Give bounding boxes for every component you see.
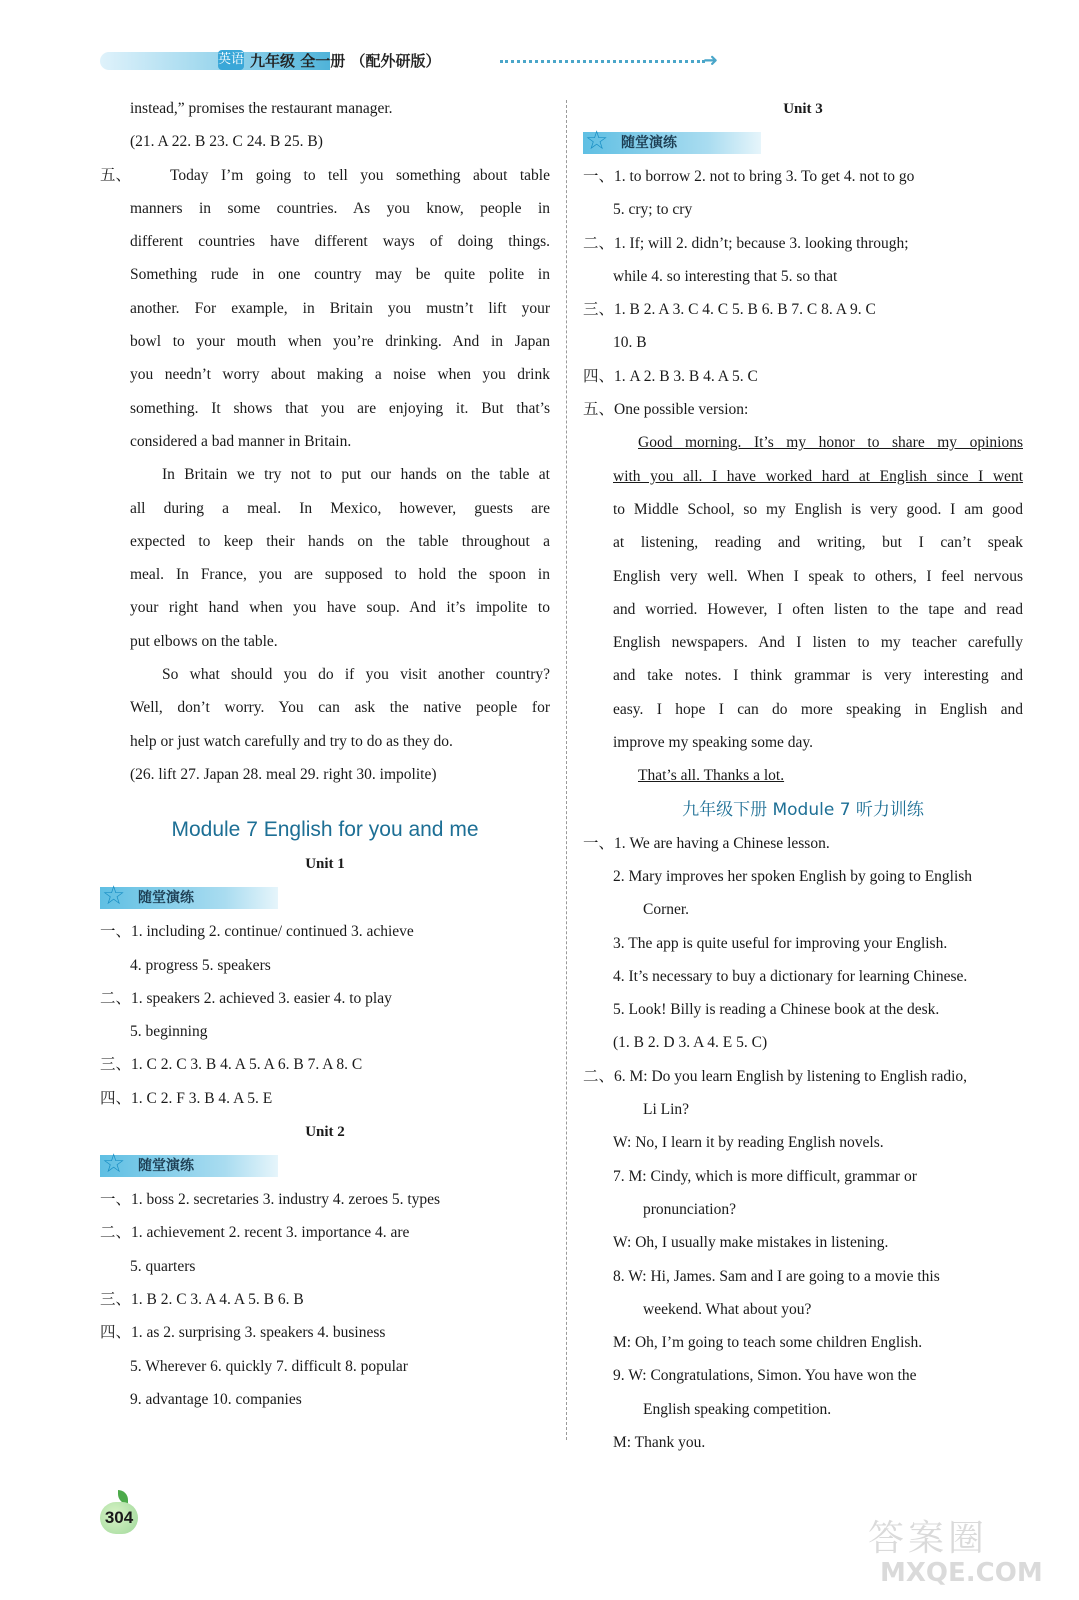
text-line: 二、6. M: Do you learn English by listening to English radio, bbox=[583, 1067, 968, 1085]
text-line: 5. Look! Billy is reading a Chinese book at the desk. bbox=[613, 1001, 940, 1019]
text-line bbox=[583, 759, 1023, 792]
text-line: In Britain we try not to put our hands on the table at bbox=[162, 466, 550, 484]
answer-line: (26. lift 27. Japan 28. meal 29. right 30. impolite) bbox=[130, 765, 437, 783]
right-column bbox=[583, 92, 1023, 1459]
answer-line: (1. B 2. D 3. A 4. E 5. C) bbox=[613, 1034, 768, 1052]
text-line: 7. M: Cindy, which is more difficult, grammar or bbox=[613, 1167, 917, 1185]
answer-line: 四、1. A 2. B 3. B 4. A 5. C bbox=[583, 367, 758, 385]
subject-badge: 英语 bbox=[218, 50, 244, 70]
underlined-text: That’s all. Thanks a lot. bbox=[638, 767, 785, 785]
text-line: Today I’m going to tell you something about table bbox=[170, 166, 550, 184]
practice-label: 随堂演练 bbox=[138, 890, 194, 907]
left-column bbox=[100, 92, 550, 1416]
text-line: all during a meal. In Mexico, however, guests are bbox=[130, 499, 550, 517]
answer-line: 5. quarters bbox=[130, 1257, 196, 1275]
text-line: pronunciation? bbox=[643, 1200, 736, 1218]
text-line: bowl to your mouth when you’re drinking. And in Japan bbox=[130, 333, 550, 351]
text-line: something. It shows that you are enjoying it. But that’s bbox=[130, 399, 550, 417]
answer-line: 三、1. B 2. A 3. C 4. C 5. B 6. B 7. C 8. A 9. C bbox=[583, 301, 876, 319]
text-line: manners in some countries. As you know, people in bbox=[130, 199, 550, 217]
practice-banner bbox=[583, 128, 1023, 158]
text-line: English speaking competition. bbox=[643, 1400, 832, 1418]
answer-line: while 4. so interesting that 5. so that bbox=[613, 267, 838, 285]
header-title: 九年级 全一册 （配外研版） bbox=[250, 52, 441, 70]
text-line: 3. The app is quite useful for improving your English. bbox=[613, 934, 948, 952]
text-line: weekend. What about you? bbox=[643, 1300, 812, 1318]
watermark-logo bbox=[868, 1510, 1068, 1596]
essay-first-line bbox=[100, 159, 550, 192]
answer-line: 四、1. C 2. F 3. B 4. A 5. E bbox=[100, 1089, 273, 1107]
answer-line: 10. B bbox=[613, 334, 647, 352]
section-label: 五、 bbox=[100, 166, 132, 184]
answer-line: 四、1. as 2. surprising 3. speakers 4. business bbox=[100, 1324, 386, 1342]
header-dotted-line bbox=[500, 60, 705, 63]
watermark-url: MXQE.COM bbox=[880, 1558, 1043, 1588]
text-line: 2. Mary improves her spoken English by going to English bbox=[613, 867, 973, 885]
text-line: 8. W: Hi, James. Sam and I are going to a movie this bbox=[613, 1267, 940, 1285]
text-line: W: Oh, I usually make mistakes in listening. bbox=[613, 1234, 889, 1252]
page-number: 304 bbox=[100, 1502, 138, 1534]
text-line: meal. In France, you are supposed to hold the spoon in bbox=[130, 566, 550, 584]
text-line: put elbows on the table. bbox=[130, 632, 278, 650]
text-line: another. For example, in Britain you mustn’t lift your bbox=[130, 299, 550, 317]
text-line: easy. I hope I can do more speaking in English and bbox=[613, 700, 1023, 718]
answer-line: (21. A 22. B 23. C 24. B 25. B) bbox=[130, 133, 323, 151]
answer-line: 5. cry; to cry bbox=[613, 201, 693, 219]
practice-label: 随堂演练 bbox=[138, 1158, 194, 1175]
star-icon: ☆ bbox=[585, 126, 609, 155]
practice-label: 随堂演练 bbox=[621, 135, 677, 151]
answer-line: 五、One possible version: bbox=[583, 401, 749, 419]
arrow-right-icon: ➜ bbox=[703, 50, 719, 70]
text-line: M: Thank you. bbox=[613, 1433, 706, 1451]
practice-banner bbox=[100, 1151, 550, 1181]
answer-line: 二、1. speakers 2. achieved 3. easier 4. to play bbox=[100, 989, 392, 1007]
text-line: instead,” promises the restaurant manager. bbox=[130, 100, 393, 117]
text-line: you needn’t worry about making a noise when you drink bbox=[130, 366, 550, 384]
text-line: Something rude in one country may be quite polite in bbox=[130, 266, 550, 284]
unit-title: Unit 1 bbox=[305, 856, 345, 873]
text-line: 9. W: Congratulations, Simon. You have won the bbox=[613, 1367, 917, 1385]
text-line: Corner. bbox=[643, 901, 690, 919]
practice-banner bbox=[100, 883, 550, 913]
answer-line: 三、1. B 2. C 3. A 4. A 5. B 6. B bbox=[100, 1290, 304, 1308]
answer-line: 二、1. If; will 2. didn’t; because 3. looking through; bbox=[583, 234, 909, 252]
star-icon: ☆ bbox=[102, 881, 126, 911]
listening-title: 九年级下册 Module 7 听力训练 bbox=[682, 799, 924, 820]
text-line: help or just watch carefully and try to do as they do. bbox=[130, 732, 453, 750]
column-divider bbox=[566, 100, 567, 1440]
answer-line: 三、1. C 2. C 3. B 4. A 5. A 6. B 7. A 8. C bbox=[100, 1056, 363, 1074]
text-line: and worried. However, I often listen to the tape and read bbox=[613, 600, 1023, 618]
watermark-text: 答案圈 bbox=[868, 1518, 989, 1559]
page-header bbox=[100, 44, 720, 78]
text-line: 一、1. We are having a Chinese lesson. bbox=[583, 834, 830, 852]
text-line: your right hand when you have soup. And it’s impolite to bbox=[130, 599, 550, 617]
answer-line: 4. progress 5. speakers bbox=[130, 956, 271, 974]
text-line: considered a bad manner in Britain. bbox=[130, 432, 352, 450]
text-line: at listening, reading and writing, but I can’t speak bbox=[613, 534, 1023, 552]
text-line: Well, don’t worry. You can ask the native people for bbox=[130, 699, 550, 717]
answer-line: 5. Wherever 6. quickly 7. difficult 8. popular bbox=[130, 1357, 408, 1375]
text-line: 4. It’s necessary to buy a dictionary for learning Chinese. bbox=[613, 967, 968, 985]
underlined-text: with you all. I have worked hard at English since I went bbox=[613, 467, 1023, 485]
answer-line: 二、1. achievement 2. recent 3. importance 4. are bbox=[100, 1224, 410, 1242]
answer-line: 9. advantage 10. companies bbox=[130, 1390, 302, 1408]
text-line: English newspapers. And I listen to my teacher carefully bbox=[613, 634, 1023, 652]
text-line: So what should you do if you visit another country? bbox=[162, 666, 550, 684]
module-title: Module 7 English for you and me bbox=[171, 818, 479, 842]
text-line: and take notes. I think grammar is very interesting and bbox=[613, 667, 1023, 685]
text-line: Good morning. It’s my honor to share my opinions bbox=[638, 434, 1023, 452]
text-line: Li Lin? bbox=[643, 1101, 690, 1119]
star-icon: ☆ bbox=[102, 1149, 126, 1179]
answer-line: 一、1. to borrow 2. not to bring 3. To get 4. not to go bbox=[583, 168, 915, 185]
text-line: M: Oh, I’m going to teach some children English. bbox=[613, 1334, 923, 1352]
text-line: W: No, I learn it by reading English novels. bbox=[613, 1134, 884, 1152]
answer-line: 一、1. boss 2. secretaries 3. industry 4. zeroes 5. types bbox=[100, 1191, 441, 1209]
answer-line: 5. beginning bbox=[130, 1023, 208, 1041]
text-line: improve my speaking some day. bbox=[613, 734, 814, 752]
unit-title: Unit 3 bbox=[783, 101, 823, 117]
text-line bbox=[583, 460, 1023, 493]
unit-title: Unit 2 bbox=[305, 1124, 345, 1141]
text-line: to Middle School, so my English is very good. I am good bbox=[613, 500, 1023, 518]
text-line: different countries have different ways of doing things. bbox=[130, 233, 550, 251]
text-line: English very well. When I speak to others, I feel nervous bbox=[613, 567, 1023, 585]
text-line: expected to keep their hands on the table throughout a bbox=[130, 532, 550, 550]
answer-line: 一、1. including 2. continue/ continued 3. achieve bbox=[100, 923, 414, 941]
